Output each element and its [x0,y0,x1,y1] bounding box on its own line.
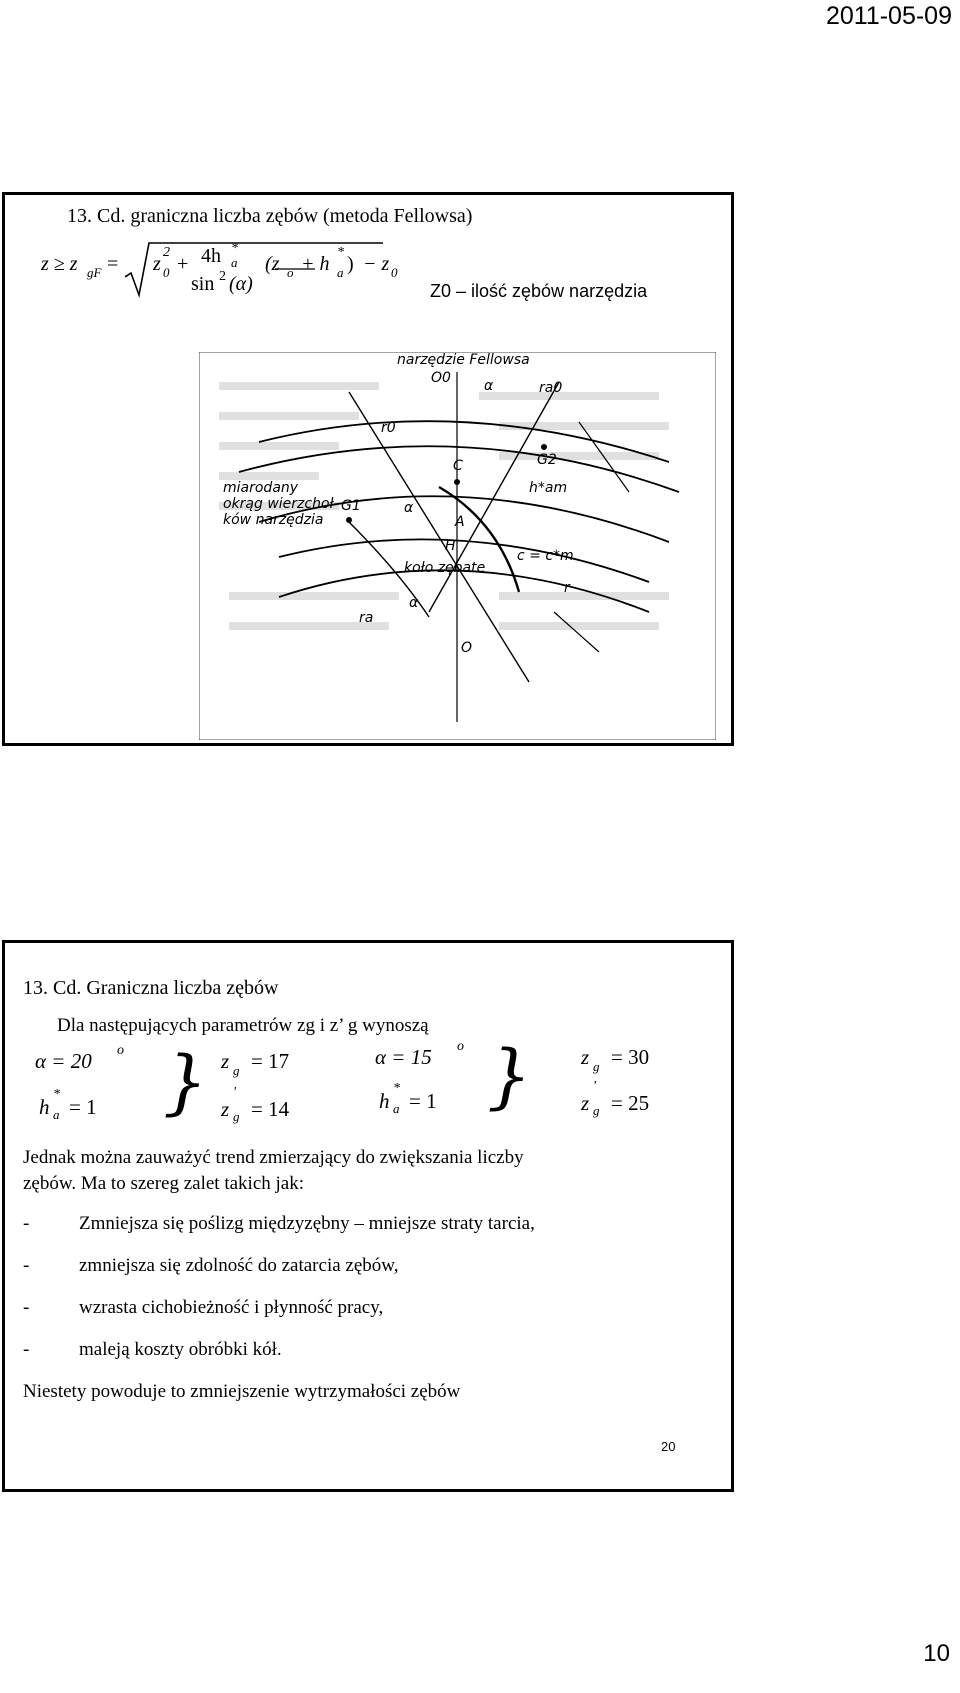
case2-ha-sub: a [393,1101,400,1116]
diagram-label-r: r [564,580,570,596]
formula-plus: + [177,253,189,275]
bullet-item-2: zmniejsza się zdolność do zatarcia zębów, [79,1255,399,1276]
formula-den-sup: 2 [219,269,226,284]
formula-lhs: z ≥ z [41,253,78,275]
bullet-dash-1: - [23,1213,30,1234]
bullet-item-1: Zmniejsza się poślizg międzyzębny – mniejsze straty tarcia, [79,1213,535,1234]
diagram-label-h: H [445,538,456,554]
case1-brace: } [163,1041,208,1123]
case2-alpha: α = 15 [375,1045,432,1069]
diagram-label-c-eq: c = c*m [517,548,574,564]
case2-zgp-val: = 25 [611,1091,650,1115]
case2-ha: h [379,1089,390,1113]
case1-zgp-sup: ' [233,1085,236,1100]
case2-ha-sup: * [393,1081,400,1096]
case1-ha-val: = 1 [69,1095,97,1119]
paragraph-line-1: Jednak można zauważyć trend zmierzający do zwiększania liczby [23,1147,524,1168]
bullet-item-3: wzrasta cichobieżność i płynność pracy, [79,1297,384,1318]
formula-z0-sup: 2 [163,245,170,260]
diagram-label-kow: ków narzędzia [223,512,324,528]
formula-num: 4h [201,245,221,267]
formula-paren: (z [265,253,280,275]
diagram-label-g1: G1 [341,498,361,514]
formula-den: sin [191,273,215,295]
case2-zgp-sub: g [593,1103,600,1118]
case2-zg-val: = 30 [611,1045,650,1069]
formula-paren-close: ) [347,253,354,275]
case1-zgp: z [221,1097,230,1121]
diagram-label-ra0: ra0 [539,380,563,396]
case1-zgp-val: = 14 [251,1097,290,1121]
formula-minus: − z [363,253,390,275]
slide-2 [2,940,734,1492]
case2-zg: z [581,1045,590,1069]
formula-den-arg: (α) [229,273,253,295]
formula-num-sub: a [231,255,238,270]
formula-eq: = [107,253,119,275]
formula-z0-sub: 0 [163,265,170,280]
bullet-item-4: maleją koszty obróbki kół. [79,1339,282,1360]
diagram-label-okrag: okrąg wierzchoł- [223,496,339,512]
tool-teeth-note: Z0 – ilość zębów narzędzia [430,281,648,301]
formula-minus-sub: 0 [391,265,398,280]
point-g2 [541,444,547,450]
case1-ha: h [39,1095,50,1119]
formula-z0: z [153,253,161,275]
case2-zgp: z [581,1091,590,1115]
diagram-label-alpha-bottom: α [409,595,419,611]
diagram-label-g2: G2 [537,452,557,468]
diagram-label-ra: ra [359,610,374,626]
formula-paren-sub2: a [337,265,344,280]
diagram-label-o: O [461,640,473,656]
case-1 [35,1043,335,1123]
case1-zg: z [221,1049,230,1073]
header-date: 2011-05-09 [825,2,952,30]
diagram-label-ham: h*am [529,480,568,496]
page-number: 10 [923,1640,950,1667]
case1-alpha: α = 20 [35,1049,92,1073]
formula-num-sup: * [231,241,238,256]
slide-number: 20 [661,1439,676,1454]
bullet-dash-4: - [23,1339,30,1360]
formula-paren-plus: + h [301,253,330,275]
diagram-label-alpha-top: α [484,378,494,394]
case2-zgp-sup: ' [593,1079,596,1094]
params-intro: Dla następujących parametrów zg i z’ g wynoszą [57,1015,429,1036]
case1-zg-sub: g [233,1063,240,1078]
point-g1 [346,517,352,523]
slide-2-title: 13. Cd. Graniczna liczba zębów [23,977,279,999]
point-c [454,479,460,485]
case1-zgp-sub: g [233,1109,240,1124]
case2-brace: } [487,1035,532,1117]
slide-1-title: 13. Cd. graniczna liczba zębów (metoda Fellowsa) [67,205,473,227]
diagram-label-miarodany: miarodany [223,480,299,496]
bullet-dash-2: - [23,1255,30,1276]
case-2 [375,1035,705,1123]
diagram-label-alpha-mid: α [404,500,414,516]
case2-ha-val: = 1 [409,1089,437,1113]
conclusion: Niestety powoduje to zmniejszenie wytrzymałości zębów [23,1381,461,1402]
case2-zg-sub: g [593,1059,600,1074]
diagram-label-c: C [453,458,463,474]
formula-paren-sub: o [287,265,294,280]
bullet-dash-3: - [23,1297,30,1318]
case1-ha-sub: a [53,1107,60,1122]
diagram-label-a: A [455,514,465,530]
formula-lhs-sub: gF [87,265,102,280]
paragraph-line-2: zębów. Ma to szereg zalet takich jak: [23,1173,305,1194]
fellows-tool-diagram [199,352,716,740]
diagram-label-r0: r0 [381,420,396,436]
case2-alpha-sup: o [457,1039,464,1054]
diagram-label-kolo: koło zębate [404,560,486,576]
diagram-label-tool: narzędzie Fellowsa [397,352,530,368]
diagram-label-o0: O0 [431,370,451,386]
case1-ha-sup: * [53,1087,60,1102]
case1-zg-val: = 17 [251,1049,290,1073]
fellows-formula [41,241,461,301]
formula-paren-sup2: * [337,245,344,260]
case1-alpha-sup: o [117,1043,124,1058]
